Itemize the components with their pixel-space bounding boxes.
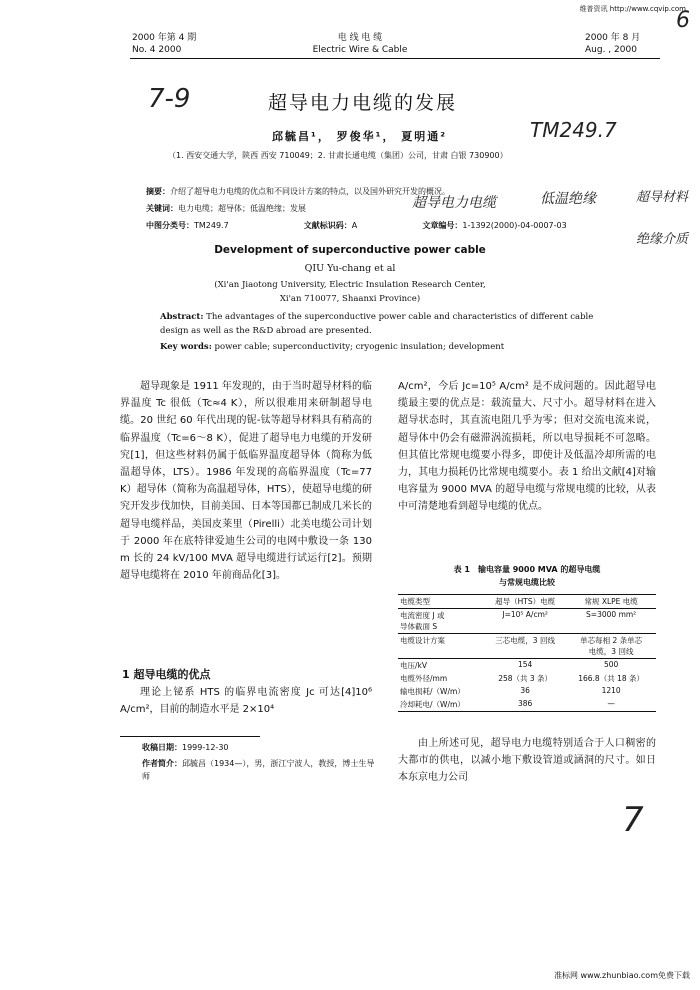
table-cell: J=10⁵ A/cm²	[502, 610, 548, 619]
clc-value: TM249.7	[194, 221, 229, 230]
paper-authors: 邱毓昌¹， 罗俊华¹， 夏明通²	[272, 130, 448, 143]
handwritten-note-2: 低温绝缘	[540, 191, 596, 207]
table-cell: 1210	[601, 686, 621, 695]
table-cell: 500	[603, 660, 619, 669]
table-row	[398, 659, 656, 673]
header-journal-en: Electric Wire & Cable	[312, 45, 408, 55]
footnote-received	[142, 742, 229, 753]
table-caption-line-1: 表 1 输电容量 9000 MVA 的超导电缆	[453, 565, 601, 574]
table-cell: 冷却耗电/（W/m）	[400, 700, 465, 709]
body-paragraph-2: 理论上铋系 HTS 的临界电流密度 Jc 可达[4]10⁶ A/cm²，目前的制造水平是 2×10⁴	[120, 687, 372, 716]
table-cell: 258（共 3 条）	[498, 674, 553, 683]
table-cell: 电缆外径/mm	[400, 674, 448, 683]
english-abstract-label: Abstract:	[160, 312, 204, 322]
header-journal	[300, 32, 420, 56]
doc-code-value: A	[351, 221, 358, 230]
table-cell: S=3000 mm²	[586, 610, 637, 619]
header-issue-en: No. 4 2000	[132, 45, 182, 55]
handwritten-side-note-1: 超导材料	[636, 190, 689, 205]
table-cell: 电缆设计方案	[400, 636, 445, 645]
table-caption	[398, 563, 656, 589]
comparison-table	[398, 594, 656, 712]
keywords-text: 电力电缆；超导体；低温绝缘；发展	[178, 204, 306, 213]
received-date: 1999-12-30	[182, 743, 229, 752]
table-header-cell: 超导（HTS）电缆	[495, 597, 556, 606]
english-keywords	[160, 340, 620, 354]
body-paragraph-1: 超导现象是 1911 年发现的，由于当时超导材料的临界温度 Tc 很低（Tc≈4 K），所以很难用来研制超导电缆。20 世纪 60 年代出现的铌-钛等超导材料具有稍高的临界温度（Tc=6～8 K），促进了超导电力电缆的开发研究[1]，但这些材料仍属于低临界温度超导体（简称为低温超导体，LTS）。1986 年发现的高临界温度（Tc=77 K）超导体（简称为高温超导体，HTS），使超导电缆的研究开发步伐加快，目前美国、日本等国都已制成几米长的超导电缆样品，美国皮莱里（Pirelli）北美电缆公司计划于 2000 年在底特律爱迪生公司的电网中敷设一条 130 m 长的 24 kV/100 MVA 超导电缆进行试运行[2]。预期超导电缆将在 2010 年前商品化[3]。	[120, 381, 372, 582]
english-abstract	[160, 310, 620, 338]
article-no-value: 1-1392(2000)-04-0007-03	[462, 221, 567, 230]
clc-label: 中图分类号：	[146, 221, 194, 230]
header-rule	[130, 58, 660, 59]
table-row	[398, 609, 656, 634]
table-cell: 电压/kV	[400, 661, 428, 670]
table-row	[398, 698, 656, 712]
table-cell: 166.8（共 18 条）	[578, 674, 645, 683]
header-date	[585, 32, 640, 56]
handwritten-page-mark: 7	[622, 800, 644, 840]
footnote-bio	[142, 757, 382, 783]
header-issue	[132, 32, 196, 56]
handwritten-corner-mark: 6	[676, 8, 690, 33]
table-row	[398, 634, 656, 659]
handwritten-note-1: 超导电力电缆	[412, 195, 496, 211]
english-affiliation-2: Xi'an 710077, Shaanxi Province)	[279, 294, 421, 304]
right-column-continued	[398, 735, 656, 787]
table-cell: 单芯每相 2 条单芯 电缆，3 回线	[580, 636, 643, 656]
header-issue-cn: 2000 年第 4 期	[132, 33, 197, 43]
section-heading-1: 1 超导电缆的优点	[122, 668, 211, 681]
body-paragraph-4: 由上所述可见，超导电力电缆特别适合于人口稠密的大都市的供电，以减小地下敷设管道或涵洞的尺寸。如日本东京电力公司	[398, 738, 656, 784]
table-cell: 输电损耗/（W/m）	[400, 687, 465, 696]
classification-line	[146, 220, 626, 231]
handwritten-title-mark: 7-9	[148, 84, 191, 114]
bio-text: 邱毓昌（1934—），男，浙江宁波人，教授，博士生导师	[142, 759, 375, 781]
keywords-line	[146, 203, 306, 214]
table-row	[398, 685, 656, 698]
footnote-rule	[120, 736, 260, 737]
table-row	[398, 672, 656, 685]
handwritten-class-mark: TM249.7	[530, 118, 617, 142]
bio-label: 作者简介：	[142, 759, 182, 768]
watermark-text: 维普资讯 http://www.cqvip.com	[579, 5, 686, 13]
table-cell: 386	[517, 699, 533, 708]
header-journal-cn: 电 线 电 缆	[337, 33, 383, 43]
received-label: 收稿日期：	[142, 743, 182, 752]
abstract-label: 摘要：	[146, 187, 170, 196]
left-column-continued	[120, 684, 372, 718]
handwritten-side-note-2: 绝缘介质	[636, 232, 689, 247]
english-keywords-label: Key words:	[160, 342, 212, 352]
table-caption-line-2: 与常规电缆比较	[499, 578, 555, 587]
table-header-cell: 电缆类型	[400, 597, 430, 606]
table-header-cell: 常规 XLPE 电缆	[584, 597, 638, 606]
paper-affiliation: （1. 西安交通大学，陕西 西安 710049；2. 甘肃长通电缆（集团）公司，甘肃 白银 730900）	[168, 151, 508, 160]
english-author: QIU Yu-chang et al	[304, 263, 396, 274]
english-abstract-text: The advantages of the superconductive power cable and characteristics of different cable design as well as the R&D abroad are presented.	[160, 312, 594, 336]
article-no-label: 文章编号：	[422, 221, 463, 230]
left-column	[120, 378, 372, 584]
header-date-cn: 2000 年 8 月	[585, 33, 641, 43]
english-affiliation-1: (Xi'an Jiaotong University, Electric Insulation Research Center,	[214, 280, 486, 290]
paper-title: 超导电力电缆的发展	[268, 92, 458, 114]
footer-text: 准标网 www.zhunbiao.com免费下载	[554, 971, 690, 980]
table-cell: —	[607, 699, 615, 708]
header-date-en: Aug. , 2000	[585, 45, 637, 55]
table-cell: 三芯电缆，3 回线	[495, 636, 555, 645]
table-cell: 电流密度 J 或 导体截面 S	[400, 611, 445, 631]
table-cell: 36	[520, 686, 530, 695]
doc-code-label: 文献标识码：	[303, 221, 352, 230]
keywords-label: 关键词：	[146, 204, 178, 213]
table-cell: 154	[517, 660, 533, 669]
abstract-text: 介绍了超导电力电缆的优点和不同设计方案的特点，以及国外研究开发的概况。	[170, 187, 450, 196]
body-paragraph-3: A/cm²，今后 Jc=10⁵ A/cm² 是不成问题的。因此超导电缆最主要的优点是：载流量大、尺寸小。超导材料在进入超导状态时，其直流电阻几乎为零；但对交流电流来说，超导体中仍会有磁滞涡流损耗，所以电导损耗不可忽略。但其值比常规电缆要小得多，即使计及低温冷却所需的电力，其电力损耗仍比常规电缆要小。表 1 给出文献[4]对输电容量为 9000 MVA 的超导电缆与常规电缆的比较，从表中可清楚地看到超导电缆的优点。	[398, 381, 656, 513]
english-keywords-text: power cable; superconductivity; cryogenic insulation; development	[211, 342, 505, 352]
english-title: Development of superconductive power cable	[214, 244, 486, 256]
right-column	[398, 378, 656, 516]
